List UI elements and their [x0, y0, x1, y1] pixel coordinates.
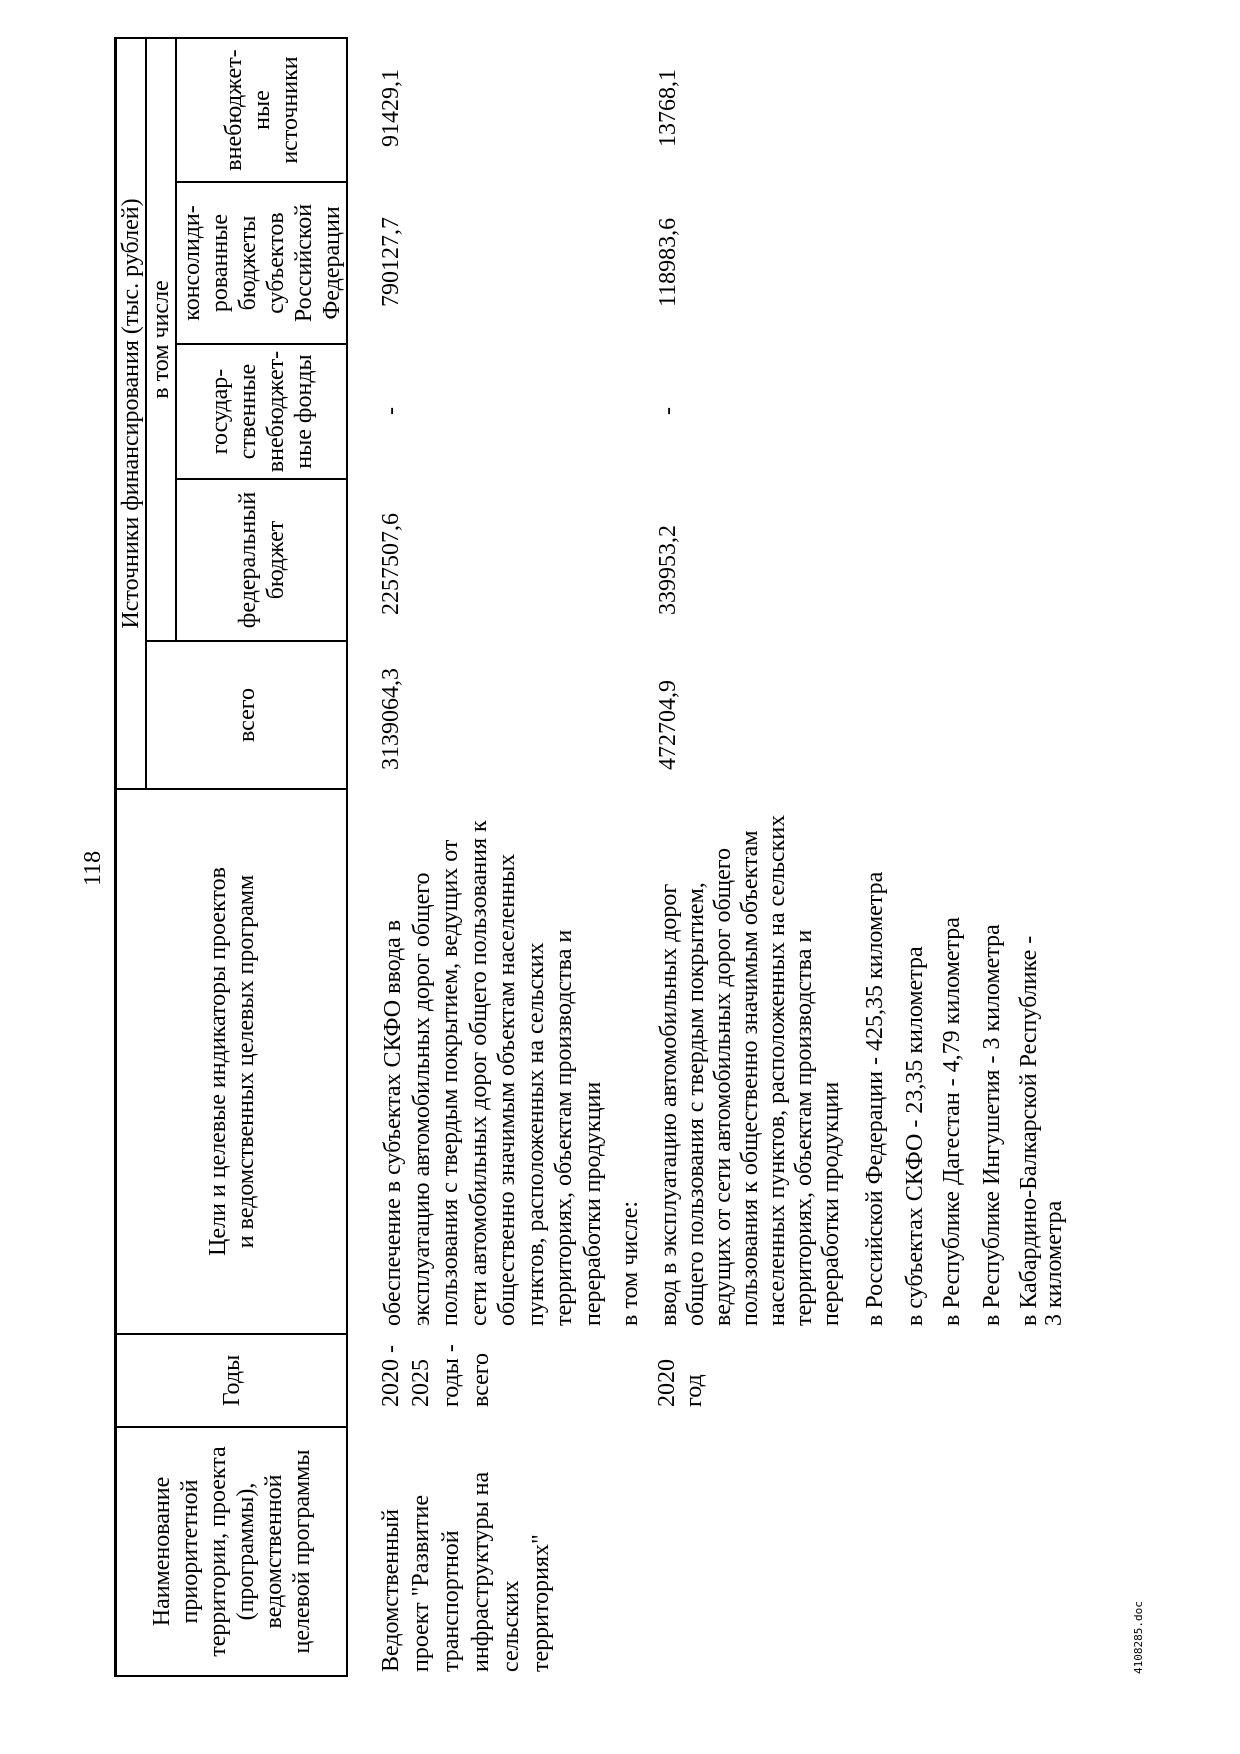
- row2-state-funds: -: [655, 407, 681, 415]
- text-line: инфраструктуры на: [468, 1471, 494, 1672]
- text-line: субъектов: [262, 212, 289, 314]
- text-line: 2020 -: [378, 1345, 404, 1407]
- row1-goal: [379, 820, 607, 1326]
- text-line: (программы),: [232, 1482, 259, 1621]
- text-line: обеспечение в субъектах СКФО ввода в: [380, 919, 406, 1326]
- col-divider: [115, 1675, 348, 1677]
- funding-title: Источники финансирования (тыс. рублей): [118, 198, 144, 629]
- breakdown-dagestan: [939, 917, 966, 1326]
- text-line: пунктов, расположенных на сельских: [522, 942, 549, 1326]
- text-line: целевой программы: [288, 1449, 315, 1654]
- total-label: всего: [233, 687, 260, 743]
- breakdown-kbr: [1017, 936, 1067, 1326]
- text-line: пользования с твердым покрытием, ведущих от: [437, 839, 463, 1326]
- text-line: транспортной: [438, 1530, 464, 1672]
- row1-years: [376, 1344, 496, 1407]
- text-line: ные фонды: [290, 354, 317, 469]
- text-line: Ведомственный: [378, 1509, 404, 1672]
- breakdown-rf: [862, 872, 889, 1326]
- row2-regional: 118983,6: [655, 217, 681, 307]
- row2-federal: 339953,2: [655, 525, 681, 615]
- text-line: рованные: [206, 213, 233, 313]
- including-label: в том числе: [148, 280, 174, 399]
- header-regional: [177, 183, 346, 343]
- page-number: 118: [80, 850, 106, 886]
- row1-regional: 790127,7: [378, 217, 404, 307]
- text-line: год: [681, 1374, 707, 1407]
- row1-extra: 91429,1: [378, 69, 404, 147]
- breakdown-skfo: [902, 946, 929, 1326]
- text-line: населенных пунктов, расположенных на сельских: [764, 814, 790, 1326]
- header-total: [147, 642, 346, 788]
- text-line: 2025: [408, 1359, 434, 1407]
- text-line: пользования к общественно значимым объектам: [737, 830, 763, 1326]
- text-line: федеральный: [234, 491, 261, 629]
- row1-total: 3139064,3: [378, 668, 404, 770]
- text-line: ввод в эксплуатацию автомобильных дорог: [656, 883, 682, 1326]
- text-line: сети автомобильных дорог общего пользования к: [465, 820, 492, 1326]
- text-line: эксплуатацию автомобильных дорог общего: [408, 872, 435, 1326]
- header-goals: [117, 790, 346, 1333]
- row1-state-funds: -: [378, 407, 404, 415]
- row2-goal: [656, 815, 845, 1326]
- text-line: Годы: [218, 1354, 245, 1407]
- text-line: приоритетной: [176, 1479, 203, 1624]
- row2-total: 472704,9: [655, 680, 681, 770]
- header-name: [117, 1428, 346, 1675]
- row1-federal: 2257507,6: [378, 513, 404, 615]
- text-line: Российской: [290, 203, 317, 323]
- breakdown-ingushetia: [979, 924, 1006, 1326]
- header-years: [117, 1335, 346, 1426]
- header-federal: [177, 480, 346, 640]
- text-line: общего пользования с твердым покрытием,: [683, 882, 709, 1326]
- text-line: государ-: [206, 368, 233, 455]
- text-line: территориях": [528, 1534, 554, 1672]
- text-line: в Республике Ингушетия - 3 километра: [979, 924, 1005, 1326]
- text-line: годы -: [438, 1344, 464, 1407]
- header-bottom-border: [346, 37, 348, 1677]
- text-line: Федерации: [318, 206, 345, 320]
- text-line: внебюджет-: [220, 49, 247, 171]
- footer-filename: 4108285.doc: [1132, 1601, 1145, 1674]
- text-line: переработки продукции: [579, 1081, 606, 1326]
- text-line: Цели и целевые индикаторы проектов: [204, 867, 231, 1256]
- text-line: 3 километра: [1041, 1200, 1067, 1326]
- text-line: внебюджет-: [262, 350, 289, 473]
- text-line: ведомственной: [260, 1474, 287, 1629]
- text-line: ные: [248, 90, 275, 130]
- text-line: источники: [276, 56, 303, 164]
- header-extra: [177, 39, 346, 181]
- text-line: территориях, объектам производства и: [551, 929, 577, 1326]
- text-line: в Российской Федерации - 425,35 километра: [862, 871, 888, 1326]
- text-line: сельских: [498, 1580, 524, 1672]
- text-line: Наименование: [148, 1476, 175, 1627]
- text-line: всего: [468, 1352, 494, 1407]
- text-line: территориях, объектам производства и: [791, 929, 817, 1326]
- text-line: в субъектах СКФО - 23,35 километра: [902, 946, 928, 1326]
- text-line: общественно значимым объектам населенных: [494, 853, 520, 1326]
- row2-extra: 13768,1: [655, 69, 681, 147]
- text-line: ственные: [234, 363, 261, 460]
- row2-years: [654, 1359, 708, 1407]
- row1-name: [376, 1472, 556, 1672]
- text-line: бюджеты: [234, 215, 261, 311]
- text-line: 2020: [654, 1359, 680, 1407]
- text-line: бюджет: [262, 520, 289, 600]
- header-funding-title: [117, 39, 145, 788]
- text-line: в Республике Дагестан - 4,79 километра: [939, 917, 965, 1326]
- text-line: консолиди-: [178, 205, 205, 321]
- text-line: переработки продукции: [818, 1081, 844, 1326]
- text-line: проект "Развитие: [408, 1494, 434, 1672]
- text-line: территории, проекта: [204, 1446, 231, 1657]
- header-state-funds: [177, 345, 346, 478]
- header-including: [147, 39, 175, 640]
- text-line: ведущих от сети автомобильных дорог общего: [710, 847, 736, 1326]
- including-text: в том числе:: [617, 1200, 643, 1326]
- text-line: и ведомственных целевых программ: [232, 874, 259, 1249]
- text-line: в Кабардино-Балкарской Республике -: [1016, 935, 1042, 1326]
